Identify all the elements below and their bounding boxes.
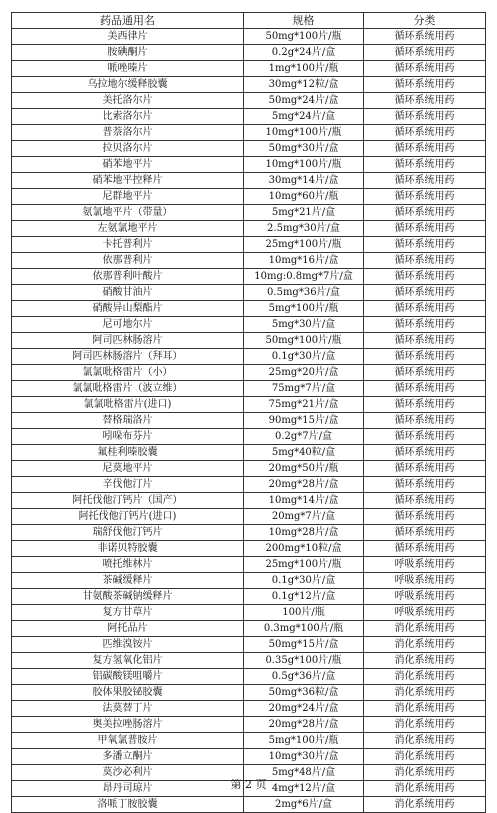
cell-drug-name: 氯氯吡格雷片(进口)	[12, 397, 244, 413]
table-row	[12, 301, 486, 317]
cell-drug-name: 尼莫地平片	[12, 461, 244, 477]
cell-drug-name: 阿司匹林肠溶片	[12, 333, 244, 349]
cell-drug-name: 甲氧氯普胺片	[12, 733, 244, 749]
cell-specification: 10mg*100片/瓶	[244, 125, 364, 141]
cell-category: 循环系统用药	[364, 125, 486, 141]
cell-category: 循环系统用药	[364, 29, 486, 45]
table-row	[12, 541, 486, 557]
cell-drug-name: 辛伐他汀片	[12, 477, 244, 493]
cell-drug-name: 氨氯地平片（带量）	[12, 205, 244, 221]
table-row	[12, 29, 486, 45]
cell-category: 呼吸系统用药	[364, 605, 486, 621]
table-row	[12, 509, 486, 525]
cell-drug-name: 硝酸甘油片	[12, 285, 244, 301]
cell-drug-name: 依那普利叶酸片	[12, 269, 244, 285]
table-row	[12, 221, 486, 237]
table-row	[12, 557, 486, 573]
cell-drug-name: 阿托伐他汀钙片（国产）	[12, 493, 244, 509]
cell-category: 循环系统用药	[364, 157, 486, 173]
cell-drug-name: 氯氯吡格雷片（小）	[12, 365, 244, 381]
cell-category: 循环系统用药	[364, 45, 486, 61]
cell-specification: 10mg*100片/瓶	[244, 157, 364, 173]
cell-specification: 30mg*14片/盒	[244, 173, 364, 189]
cell-specification: 2.5mg*30片/盒	[244, 221, 364, 237]
table-row	[12, 525, 486, 541]
cell-category: 循环系统用药	[364, 525, 486, 541]
table-row	[12, 413, 486, 429]
cell-specification: 5mg*100片/瓶	[244, 301, 364, 317]
table-row	[12, 749, 486, 765]
cell-specification: 50mg*36粒/盒	[244, 685, 364, 701]
table-row	[12, 205, 486, 221]
table-row	[12, 77, 486, 93]
cell-category: 消化系统用药	[364, 749, 486, 765]
cell-category: 循环系统用药	[364, 445, 486, 461]
cell-specification: 90mg*15片/盒	[244, 413, 364, 429]
cell-specification: 25mg*100片/瓶	[244, 557, 364, 573]
cell-drug-name: 硝苯地平片	[12, 157, 244, 173]
cell-specification: 200mg*10粒/盒	[244, 541, 364, 557]
cell-specification: 0.3mg*100片/瓶	[244, 621, 364, 637]
header-drug-name: 药品通用名	[12, 13, 244, 29]
cell-category: 循环系统用药	[364, 285, 486, 301]
cell-category: 呼吸系统用药	[364, 589, 486, 605]
cell-drug-name: 氟桂利嗪胶囊	[12, 445, 244, 461]
table-row	[12, 349, 486, 365]
cell-specification: 0.5mg*36片/盒	[244, 285, 364, 301]
table-row	[12, 573, 486, 589]
cell-category: 循环系统用药	[364, 77, 486, 93]
cell-specification: 50mg*15片/盒	[244, 637, 364, 653]
cell-specification: 30mg*12粒/盒	[244, 77, 364, 93]
cell-drug-name: 哌唑嗪片	[12, 61, 244, 77]
cell-drug-name: 乌拉地尔缓释胶囊	[12, 77, 244, 93]
cell-specification: 5mg*48片/盒	[244, 765, 364, 781]
cell-category: 呼吸系统用药	[364, 573, 486, 589]
table-row	[12, 797, 486, 813]
cell-specification: 100片/瓶	[244, 605, 364, 621]
cell-specification: 10mg*14片/盒	[244, 493, 364, 509]
cell-category: 循环系统用药	[364, 221, 486, 237]
cell-drug-name: 阿托品片	[12, 621, 244, 637]
cell-specification: 5mg*30片/盒	[244, 317, 364, 333]
cell-drug-name: 匹维溴铵片	[12, 637, 244, 653]
table-row	[12, 717, 486, 733]
cell-specification: 0.35g*100片/瓶	[244, 653, 364, 669]
cell-category: 循环系统用药	[364, 429, 486, 445]
cell-category: 消化系统用药	[364, 685, 486, 701]
cell-drug-name: 氯氯吡格雷片（波立维）	[12, 381, 244, 397]
cell-specification: 5mg*40粒/盒	[244, 445, 364, 461]
cell-drug-name: 喷托维林片	[12, 557, 244, 573]
cell-specification: 10mg*28片/盒	[244, 525, 364, 541]
cell-category: 循环系统用药	[364, 461, 486, 477]
table-row	[12, 733, 486, 749]
table-row	[12, 269, 486, 285]
cell-category: 循环系统用药	[364, 493, 486, 509]
cell-category: 消化系统用药	[364, 621, 486, 637]
table-row	[12, 381, 486, 397]
cell-specification: 25mg*20片/盒	[244, 365, 364, 381]
table-row	[12, 637, 486, 653]
cell-category: 循环系统用药	[364, 173, 486, 189]
cell-category: 消化系统用药	[364, 781, 486, 797]
cell-category: 循环系统用药	[364, 477, 486, 493]
cell-category: 循环系统用药	[364, 205, 486, 221]
cell-category: 循环系统用药	[364, 237, 486, 253]
cell-drug-name: 阿托伐他汀钙片(进口)	[12, 509, 244, 525]
table-row	[12, 333, 486, 349]
table-row	[12, 397, 486, 413]
table-row	[12, 477, 486, 493]
cell-specification: 50mg*24片/盒	[244, 93, 364, 109]
cell-drug-name: 复方氢氧化铝片	[12, 653, 244, 669]
cell-drug-name: 美托洛尔片	[12, 93, 244, 109]
cell-specification: 5mg*100片/瓶	[244, 733, 364, 749]
cell-specification: 20mg*50片/瓶	[244, 461, 364, 477]
cell-drug-name: 胺碘酮片	[12, 45, 244, 61]
cell-category: 循环系统用药	[364, 413, 486, 429]
cell-drug-name: 硝酸异山梨酯片	[12, 301, 244, 317]
cell-category: 循环系统用药	[364, 189, 486, 205]
table-row	[12, 189, 486, 205]
cell-specification: 5mg*24片/盒	[244, 109, 364, 125]
cell-specification: 20mg*28片/盒	[244, 717, 364, 733]
cell-drug-name: 左氨氯地平片	[12, 221, 244, 237]
cell-drug-name: 替格瑞洛片	[12, 413, 244, 429]
cell-drug-name: 拉贝洛尔片	[12, 141, 244, 157]
cell-drug-name: 昂丹司琼片	[12, 781, 244, 797]
table-row	[12, 669, 486, 685]
table-row	[12, 237, 486, 253]
cell-specification: 20mg*7片/盒	[244, 509, 364, 525]
table-row	[12, 157, 486, 173]
cell-category: 循环系统用药	[364, 541, 486, 557]
cell-category: 循环系统用药	[364, 509, 486, 525]
cell-specification: 0.2g*7片/盒	[244, 429, 364, 445]
cell-drug-name: 莫沙必利片	[12, 765, 244, 781]
cell-category: 循环系统用药	[364, 397, 486, 413]
table-row	[12, 605, 486, 621]
cell-specification: 0.1g*12片/盒	[244, 589, 364, 605]
cell-drug-name: 美西律片	[12, 29, 244, 45]
cell-category: 循环系统用药	[364, 301, 486, 317]
cell-category: 消化系统用药	[364, 669, 486, 685]
cell-drug-name: 尼可地尔片	[12, 317, 244, 333]
cell-category: 消化系统用药	[364, 717, 486, 733]
cell-drug-name: 铝碳酸镁咀嚼片	[12, 669, 244, 685]
cell-category: 循环系统用药	[364, 333, 486, 349]
cell-specification: 75mg*21片/盒	[244, 397, 364, 413]
table-row	[12, 445, 486, 461]
cell-specification: 0.1g*30片/盒	[244, 573, 364, 589]
cell-drug-name: 瑞舒伐他汀钙片	[12, 525, 244, 541]
cell-specification: 0.2g*24片/盒	[244, 45, 364, 61]
cell-category: 消化系统用药	[364, 653, 486, 669]
cell-specification: 20mg*24片/盒	[244, 701, 364, 717]
cell-specification: 10mg*30片/盒	[244, 749, 364, 765]
cell-category: 消化系统用药	[364, 765, 486, 781]
cell-category: 循环系统用药	[364, 317, 486, 333]
cell-specification: 10mg:0.8mg*7片/盒	[244, 269, 364, 285]
cell-drug-name: 尼群地平片	[12, 189, 244, 205]
table-row	[12, 173, 486, 189]
cell-category: 循环系统用药	[364, 93, 486, 109]
table-header-row	[12, 13, 486, 29]
cell-drug-name: 甘氨酸茶碱钠缓释片	[12, 589, 244, 605]
table-body	[12, 29, 486, 813]
cell-drug-name: 非诺贝特胶囊	[12, 541, 244, 557]
table-row	[12, 45, 486, 61]
cell-drug-name: 吲哚布芬片	[12, 429, 244, 445]
table-row	[12, 365, 486, 381]
cell-specification: 0.1g*30片/盒	[244, 349, 364, 365]
drug-table	[11, 12, 486, 813]
cell-category: 呼吸系统用药	[364, 557, 486, 573]
table-row	[12, 109, 486, 125]
header-category: 分类	[364, 13, 486, 29]
cell-category: 消化系统用药	[364, 733, 486, 749]
cell-category: 循环系统用药	[364, 253, 486, 269]
cell-drug-name: 比索洛尔片	[12, 109, 244, 125]
cell-specification: 4mg*12片/盒	[244, 781, 364, 797]
cell-category: 循环系统用药	[364, 349, 486, 365]
cell-drug-name: 茶碱缓释片	[12, 573, 244, 589]
cell-category: 消化系统用药	[364, 637, 486, 653]
cell-specification: 1mg*100片/瓶	[244, 61, 364, 77]
table-row	[12, 141, 486, 157]
table-row	[12, 493, 486, 509]
cell-specification: 0.5g*36片/盒	[244, 669, 364, 685]
cell-drug-name: 胶体果胶铋胶囊	[12, 685, 244, 701]
cell-specification: 20mg*28片/盒	[244, 477, 364, 493]
page-number: 第 2 页	[230, 778, 267, 791]
cell-specification: 50mg*100片/瓶	[244, 29, 364, 45]
cell-drug-name: 依那普利片	[12, 253, 244, 269]
cell-category: 循环系统用药	[364, 269, 486, 285]
cell-drug-name: 硝苯地平控释片	[12, 173, 244, 189]
cell-specification: 10mg*60片/瓶	[244, 189, 364, 205]
cell-drug-name: 洛哌丁胺胶囊	[12, 797, 244, 813]
cell-category: 循环系统用药	[364, 141, 486, 157]
table-row	[12, 621, 486, 637]
cell-drug-name: 阿司匹林肠溶片（拜耳）	[12, 349, 244, 365]
cell-category: 循环系统用药	[364, 61, 486, 77]
cell-drug-name: 卡托普利片	[12, 237, 244, 253]
table-row	[12, 317, 486, 333]
table-row	[12, 589, 486, 605]
header-specification: 规格	[244, 13, 364, 29]
cell-drug-name: 奥美拉唑肠溶片	[12, 717, 244, 733]
cell-drug-name: 法莫替丁片	[12, 701, 244, 717]
table-row	[12, 61, 486, 77]
table-row	[12, 93, 486, 109]
table-row	[12, 685, 486, 701]
cell-specification: 2mg*6片/盒	[244, 797, 364, 813]
cell-category: 消化系统用药	[364, 797, 486, 813]
table-row	[12, 701, 486, 717]
cell-drug-name: 普萘洛尔片	[12, 125, 244, 141]
cell-drug-name: 多潘立酮片	[12, 749, 244, 765]
table-row	[12, 429, 486, 445]
cell-category: 循环系统用药	[364, 109, 486, 125]
cell-category: 循环系统用药	[364, 381, 486, 397]
cell-category: 循环系统用药	[364, 365, 486, 381]
cell-category: 消化系统用药	[364, 701, 486, 717]
cell-specification: 10mg*16片/盒	[244, 253, 364, 269]
table-row	[12, 653, 486, 669]
table-row	[12, 253, 486, 269]
cell-specification: 5mg*21片/盒	[244, 205, 364, 221]
cell-specification: 75mg*7片/盒	[244, 381, 364, 397]
cell-specification: 50mg*100片/瓶	[244, 333, 364, 349]
cell-specification: 25mg*100片/瓶	[244, 237, 364, 253]
table-row	[12, 285, 486, 301]
table-row	[12, 125, 486, 141]
cell-drug-name: 复方甘草片	[12, 605, 244, 621]
cell-specification: 50mg*30片/盒	[244, 141, 364, 157]
table-row	[12, 461, 486, 477]
